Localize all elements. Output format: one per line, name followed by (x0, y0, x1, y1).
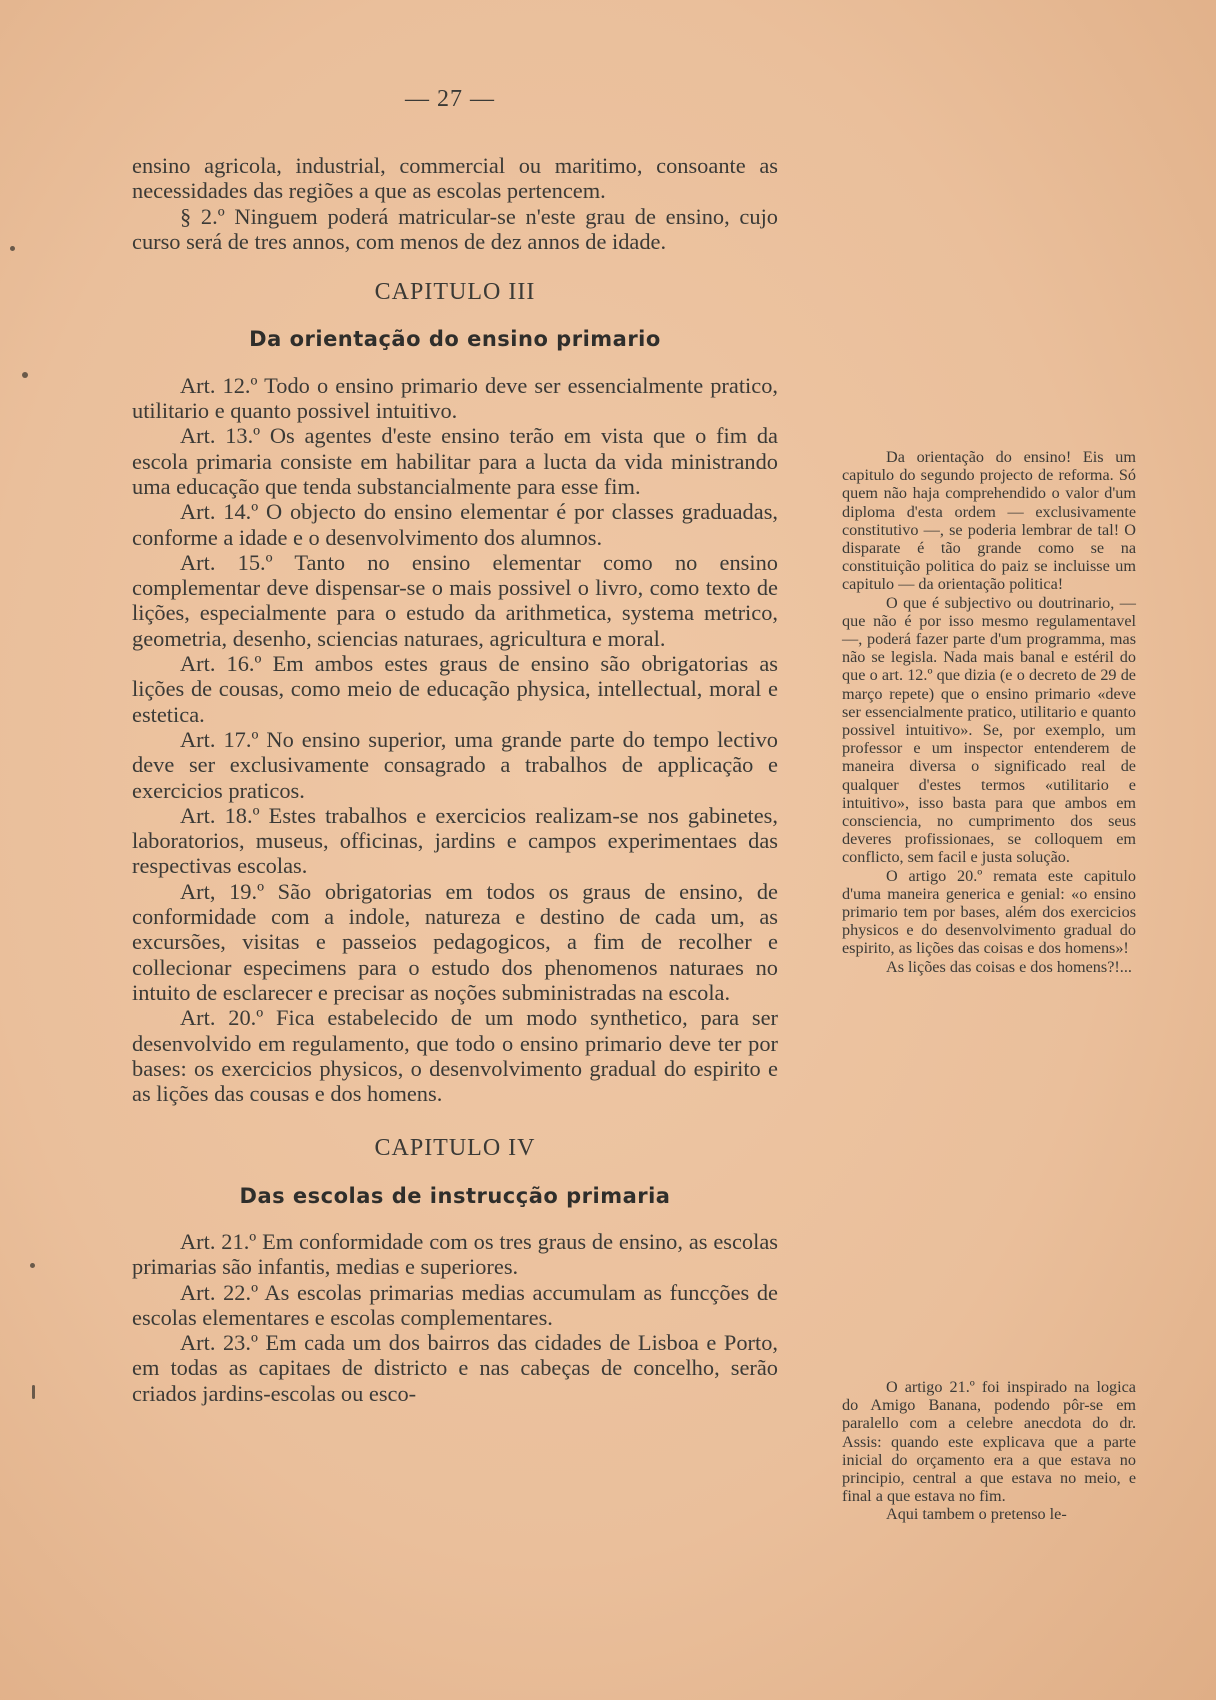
paper-spot (22, 372, 28, 378)
side-note-paragraph: As lições das coisas e dos homens?!... (886, 957, 1132, 976)
side-commentary-1 (842, 448, 1136, 976)
article-16: Art. 16.º Em ambos estes graus de ensino são obrigatorias as lições de cousas, como meio de educação physica, intellectual, moral e estetica. (132, 651, 778, 727)
article-13: Art. 13.º Os agentes d'este ensino terão em vista que o fim da escola primaria consiste em habilitar para a lucta da vida ministrando uma educação que tenda substancialmente para esse fim. (132, 423, 778, 499)
article-17: Art. 17.º No ensino superior, uma grande parte do tempo lectivo deve ser exclusivamente consagrado a trabalhos de applicação e exercicios praticos. (132, 726, 778, 803)
chapter-iv-title: CAPITULO IV (374, 1135, 536, 1162)
paper-spot (32, 1385, 35, 1399)
article-20: Art. 20.º Fica estabelecido de um modo synthetico, para ser desenvolvido em regulamento, que todo o ensino primario deve ter por bases: os exercicios physicos, o desenvolvimento gradual do espirito e as lições das cousas e dos homens. (132, 1005, 778, 1107)
article-21: Art. 21.º Em conformidade com os tres graus de ensino, as escolas primarias são infantis, medias e superiores. (132, 1228, 778, 1280)
paragraph-section-2: § 2.º Ninguem poderá matricular-se n'este grau de ensino, cujo curso será de tres annos, com menos de dez annos de idade. (132, 203, 778, 254)
chapter-iii-heading: Da orientação do ensino primario (249, 327, 661, 352)
side-note-paragraph: O artigo 20.º remata este capitulo d'uma maneira generica e genial: «o ensino primario tem por bases, além dos exercicios physicos e do desenvolvimento gradual do espirito, as lições das coisas e dos homens»! (842, 866, 1136, 958)
side-note-paragraph: O que é subjectivo ou doutrinario, — que não é por isso mesmo regulamentavel —, poderá fazer parte d'um programma, mas não se legisla. Nada mais banal e estéril do que o art. 12.º que dizia (e o decreto de 29 de março repete) que o ensino primario «deve ser essencialmente pratico, utilitario e quanto possivel intuitivo». Se, por exemplo, um professor e um inspector entenderem de maneira diversa o significado real de qualquer d'estes termos «utilitario e intuitivo», isso basta para que ambos em consciencia, no cumprimento dos seus deveres profissionaes, se colloquem em conflicto, sem facil e justa solução. (842, 593, 1136, 867)
paper-spot (10, 246, 15, 251)
article-15: Art. 15.º Tanto no ensino elementar como no ensino complementar deve dispensar-se o mais possivel o livro, como texto de lições, especialmente para o estudo da arithmetica, systema metrico, geometria, desenho, sciencias naturaes, agricultura e moral. (132, 549, 778, 651)
side-note-paragraph: O artigo 21.º foi inspirado na logica do Amigo Banana, podendo pôr-se em paralello com a celebre anecdota do dr. Assis: quando este explicava que a parte inicial do orçamento era a que estava no principio, central a que estava no meio, e final a que estava no fim. (842, 1378, 1136, 1506)
chapter-iii-title: CAPITULO III (374, 279, 536, 306)
article-14: Art. 14.º O objecto do ensino elementar é por classes graduadas, conforme a idade e o desenvolvimento dos alumnos. (132, 499, 778, 550)
page-number: — 27 — (405, 86, 495, 112)
paragraph-continuation: ensino agricola, industrial, commercial ou maritimo, consoante as necessidades das regiões a que as escolas pertencem. (132, 153, 778, 204)
side-note-paragraph: Aqui tambem o pretenso le- (886, 1505, 1067, 1524)
article-18: Art. 18.º Estes trabalhos e exercicios realizam-se nos gabinetes, laboratorios, museus, officinas, jardins e campos experimentaes das respectivas escolas. (132, 802, 778, 879)
side-commentary-2 (842, 1378, 1136, 1524)
side-note-paragraph: Da orientação do ensino! Eis um capitulo do segundo projecto de reforma. Só quem não haja comprehendido o valor d'um diploma d'esta ordem — exclusivamente constitutivo —, se poderia lembrar de tal! O disparate é tão grande como se na constituição politica do paiz se incluisse um capitulo — da orientação politica! (842, 448, 1136, 594)
article-22: Art. 22.º As escolas primarias medias accumulam as funcções de escolas elementares e escolas complementares. (132, 1279, 778, 1330)
article-12: Art. 12.º Todo o ensino primario deve ser essencialmente pratico, utilitario e quanto possivel intuitivo. (132, 372, 778, 424)
main-column (132, 153, 778, 1406)
article-19: Art, 19.º São obrigatorias em todos os graus de ensino, de conformidade com a indole, natureza e destino de cada um, as excursões, visitas e passeios pedagogicos, a fim de recolher e collecionar especimens para o estudo dos phenomenos naturaes no intuito de esclarecer e precisar as noções subministradas na escola. (132, 878, 778, 1005)
article-23: Art. 23.º Em cada um dos bairros das cidades de Lisboa e Porto, em todas as capitaes de districto e nas cabeças de concelho, serão criados jardins-escolas ou esco- (132, 1330, 778, 1406)
paper-spot (30, 1263, 35, 1268)
chapter-iv-heading: Das escolas de instrucção primaria (239, 1183, 671, 1208)
